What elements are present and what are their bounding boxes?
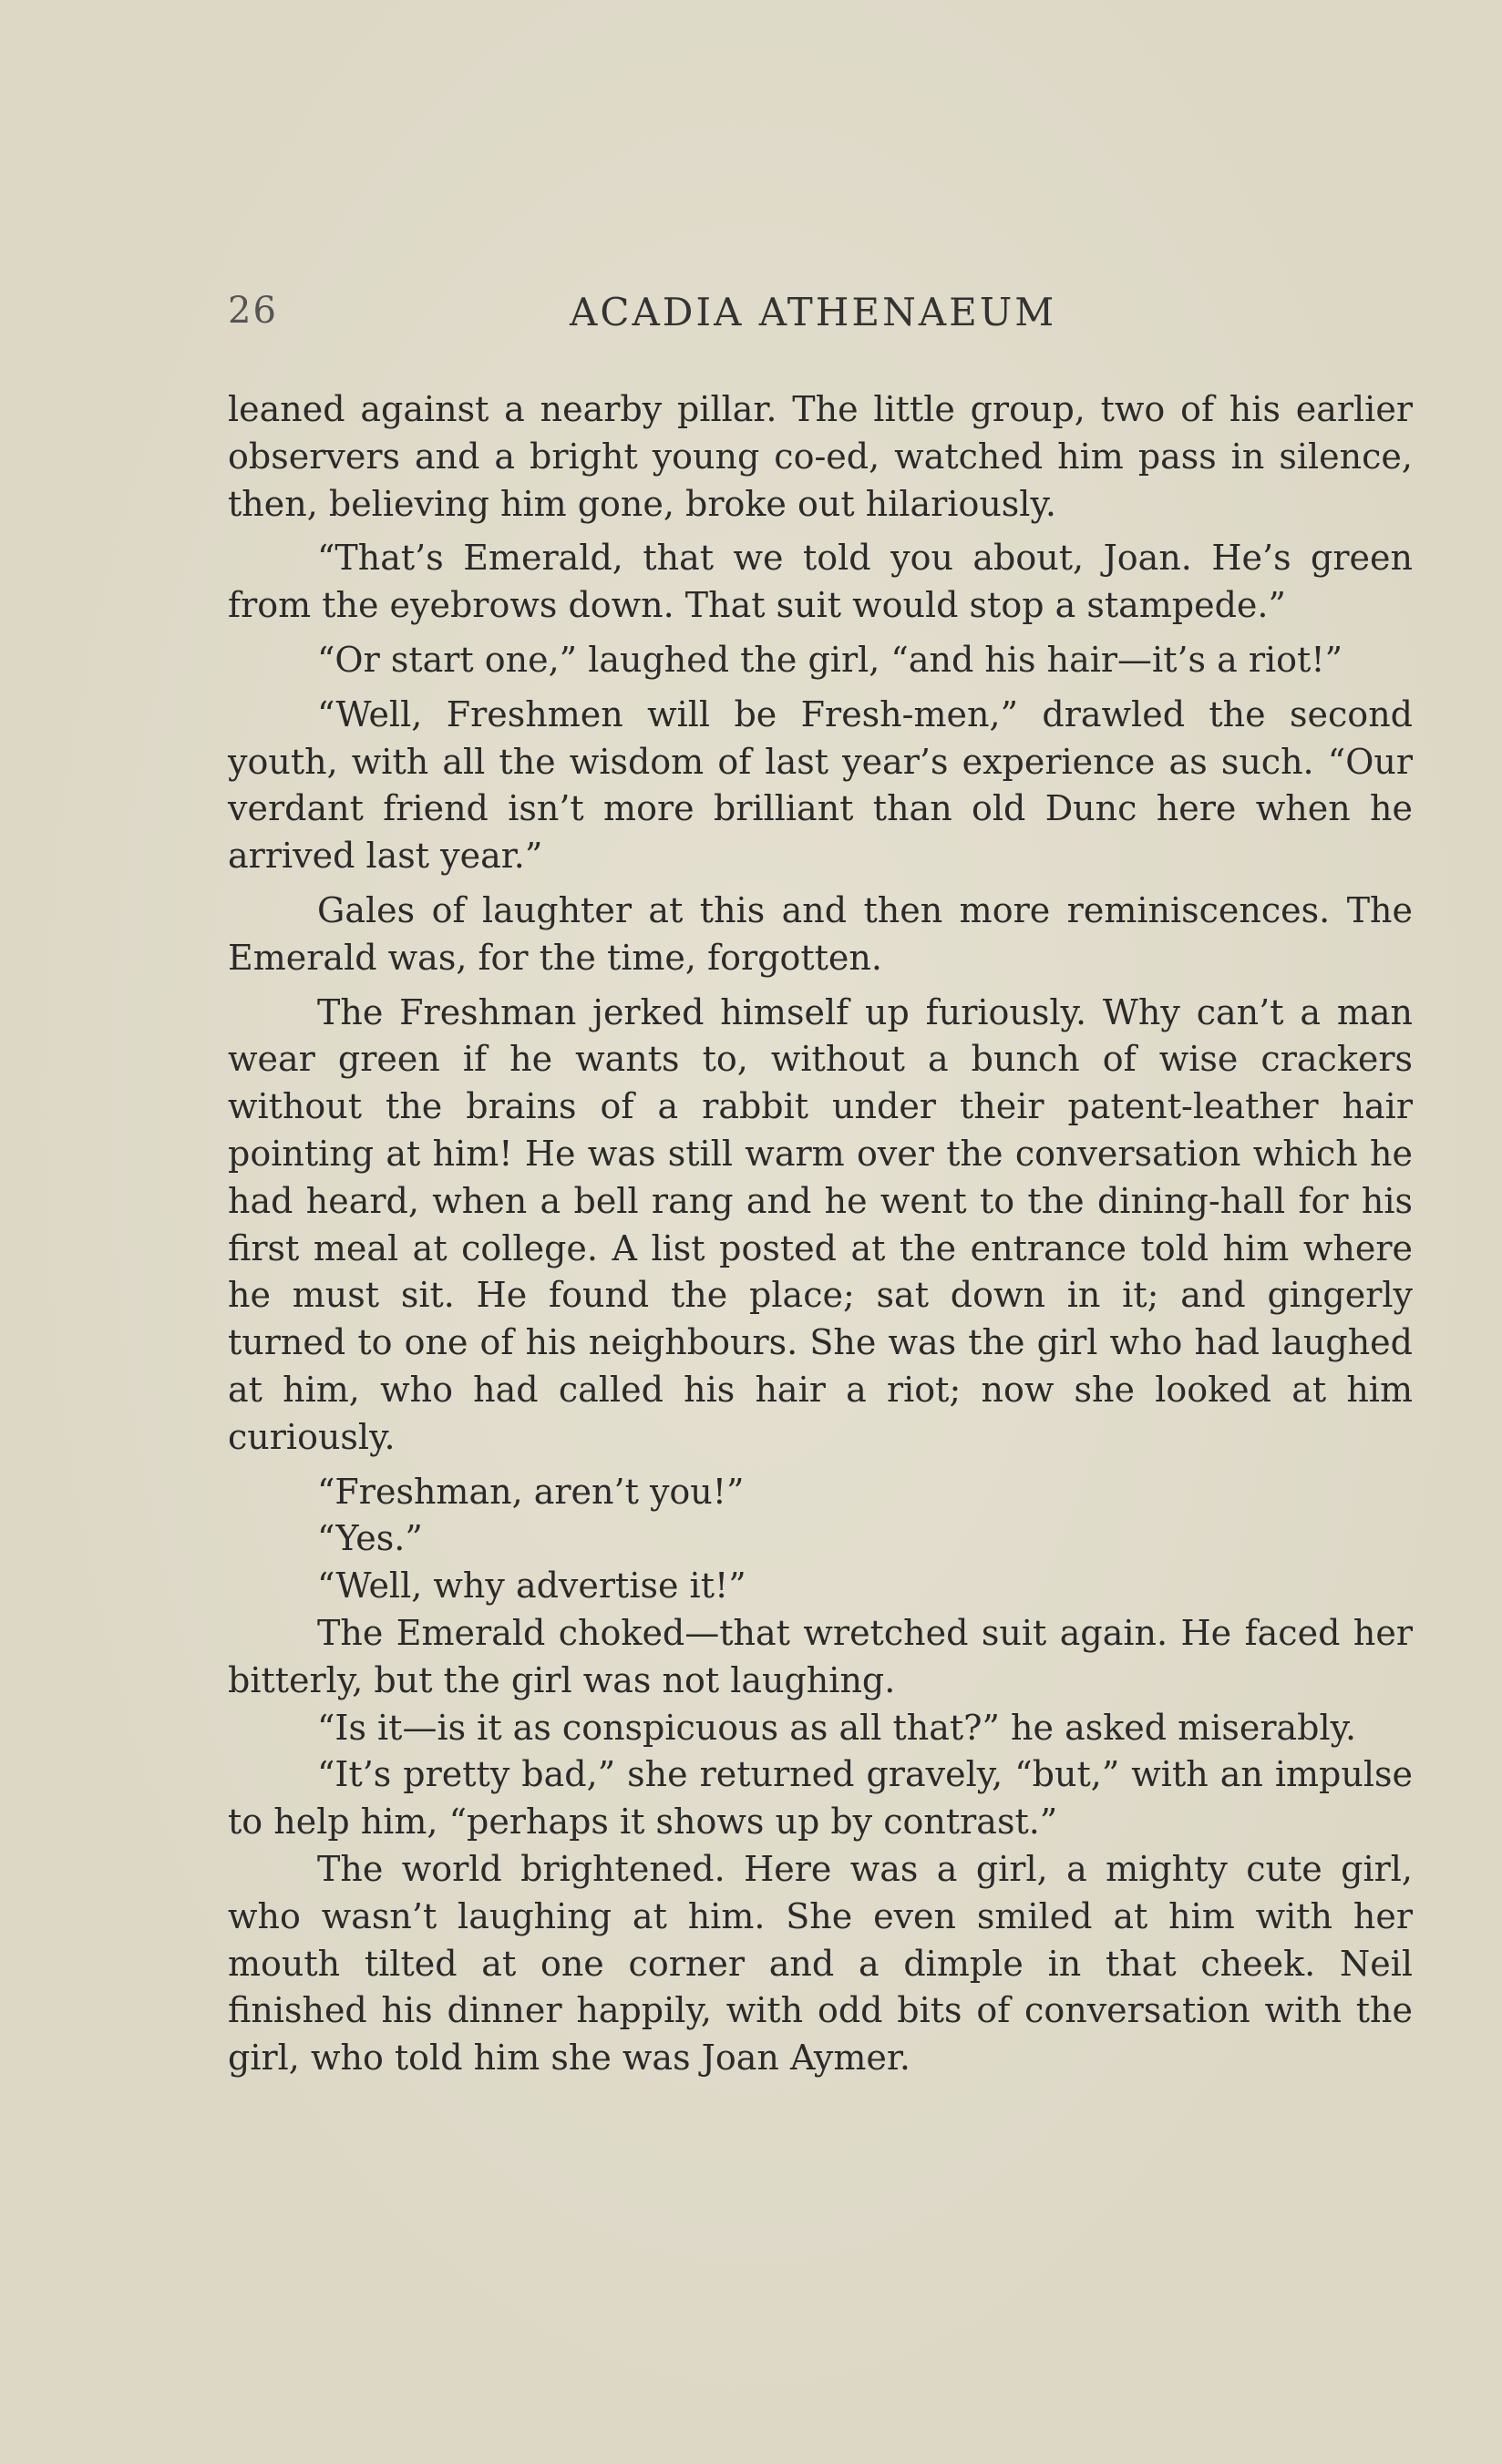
page-number: 26 (228, 290, 278, 332)
paragraph: The world brightened. Here was a girl, a mighty cute girl, who wasn’t laughing at him. She even smiled at him with her mouth tilted at one corner and a dimple in that cheek. Neil finished his dinner happily, with odd bits of conversation with the girl, who told him she was Joan Aymer. (228, 1848, 1413, 2079)
paragraph: “Freshman, aren’t you!” (317, 1471, 745, 1512)
running-title: ACADIA ATHENAEUM (570, 290, 1057, 334)
paragraph: “Well, why advertise it!” (317, 1566, 746, 1607)
paragraph: leaned against a nearby pillar. The little group, two of his earlier observers and a bright young co-ed, watched him pass in silence, then, believing him gone, broke out hilariously. (228, 389, 1413, 524)
paragraph: “Is it—is it as conspicuous as all that?” he asked miserably. (317, 1707, 1357, 1748)
body-text (228, 386, 1413, 2089)
paragraph: Gales of laughter at this and then more reminiscences. The Emerald was, for the time, forgotten. (228, 889, 1413, 978)
paragraph: “Or start one,” laughed the girl, “and his hair—it’s a riot!” (317, 639, 1343, 680)
paragraph: The Freshman jerked himself up furiously. Why can’t a man wear green if he wants to, without a bunch of wise crackers without the brains of a rabbit under their patent-leather hair pointing at him! He was still warm over the conversation which he had heard, when a bell rang and he went to the dining-hall for his first meal at college. A list posted at the entrance told him where he must sit. He found the place; sat down in it; and gingerly turned to one of his neighbours. She was the girl who had laughed at him, who had called his hair a riot; now she looked at him curiously. (228, 991, 1413, 1457)
paragraph: “Well, Freshmen will be Fresh-men,” drawled the second youth, with all the wisdom of last year’s experience as such. “Our verdant friend isn’t more brilliant than old Dunc here when he arrived last year.” (228, 693, 1413, 877)
paragraph: “That’s Emerald, that we told you about, Joan. He’s green from the eyebrows down. That suit would stop a stampede.” (228, 538, 1413, 626)
paragraph: The Emerald choked—that wretched suit again. He faced her bitterly, but the girl was not laughing. (228, 1612, 1413, 1700)
paragraph: “It’s pretty bad,” she returned gravely, “but,” with an impulse to help him, “perhaps it shows up by contrast.” (228, 1754, 1413, 1843)
paragraph: “Yes.” (317, 1518, 423, 1559)
page-header (228, 290, 1413, 344)
